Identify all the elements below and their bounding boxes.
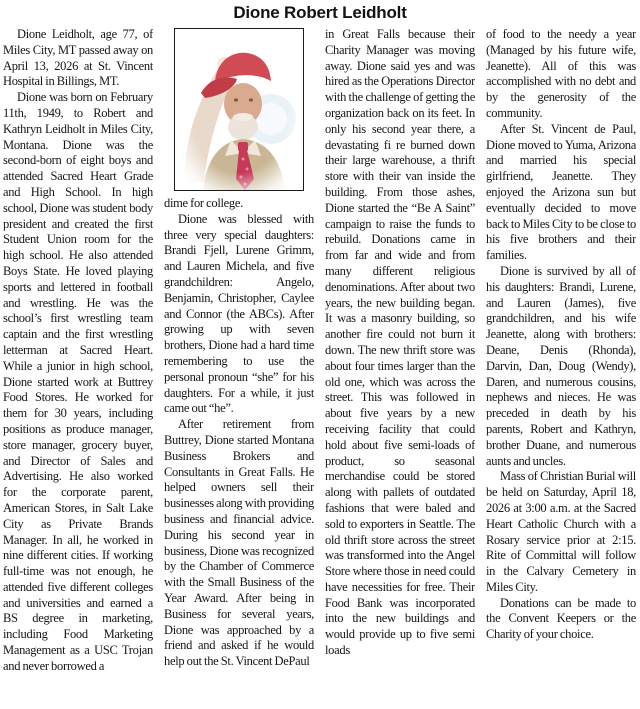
obituary-paragraph: Dione was blessed with three very special daughters: Brandi Fjell, Lurene Grimm, and Lauren Michela, and five grandchildren: Angelo, Benjamin, Christopher, Caylee and Connor (the ABCs). After growing up with seven brothers, Dione had a hard time remembering to use the personal pronoun “she” for his daughters. For a while, it just came out “he”. <box>164 211 314 416</box>
obituary-paragraph: of food to the needy a year (Managed by his future wife, Jeanette). All of this was accomplished with no debt and by the generosity of the community. <box>486 27 636 120</box>
obituary-paragraph: Mass of Christian Burial will be held on Saturday, April 18, 2026 at 3:00 a.m. at the Sacred Heart Catholic Church with a Rosary service prior at 2:15. Rite of Committal will follow in the Calvary Cemetery in Miles City. <box>486 469 636 594</box>
obituary-paragraph: Dione was born on February 11th, 1949, to Robert and Kathryn Leidholt in Miles City, Montana. Dione was the second-born of eight boys and attended Sacred Heart Grade and High School. In high school, Dione was student body president and created the first Student Union room for the high school. He also attended Boys State. He loved playing sports and lettered in football and wrestling. He was the school’s first wrestling team captain and the first wrestling letterman at Sacred Heart. While a junior in high school, Dione started work at Buttrey Food Stores. He worked for them for 30 years, including positions as produce manager, store manager, grocery buyer, and Director of Sales and Advertising. He also worked for the corporate parent, American Stores, in Salt Lake City as Private Brands Manager. In all, he worked in nine different cities. If working full-time was not enough, he attended five different colleges and universities and earned a BS degree in marketing, including Food Marketing Management as a USC Trojan and never borrowed a <box>3 90 153 673</box>
obituary-paragraph: After retirement from Buttrey, Dione started Montana Business Brokers and Consultants in Great Falls. He helped owners sell their businesses along with providing business and financial advice. During his second year in business, Dione was recognized by the Chamber of Commerce with the Small Business of the Year Award. After being in Business for several years, Dione was approached by a friend and asked if he would help out the St. Vincent DePaul <box>164 417 314 669</box>
obituary-title: Dione Robert Leidholt <box>233 3 407 22</box>
portrait-photo-illustration <box>175 29 303 190</box>
obituary-columns <box>0 24 640 707</box>
text-column-1 <box>3 27 153 707</box>
obituary-paragraph: dime for college. <box>164 196 243 210</box>
obituary-paragraph: Donations can be made to the Convent Keepers or the Charity of your choice. <box>486 595 636 642</box>
text-column-2 <box>164 27 314 707</box>
text-column-4 <box>486 27 636 707</box>
text-column-3 <box>325 27 475 707</box>
obituary-paragraph: in Great Falls because their Charity Manager was moving away. Dione said yes and was hired as the Operations Director with the challenge of getting the organization back on its feet. In only his second year there, a devastating fi re burned down their large warehouse, a thrift store with their van inside the building. From those ashes, Dione started the “Be A Saint” campaign to raise the funds to rebuild. Donations came in from far and wide and from many different religious denominations. After about two years, the new building began. It was a masonry building, so another fire could not burn it down. The new thrift store was about four times larger than the old one, which was across the street. This was followed in about five years by a new receiving facility that could hold about five semi-loads of product, so seasonal merchandise could be stored along with pallets of outdated fashions that were baled and sold to exporters in Seattle. The old thrift store across the street was transformed into the Angel Store where those in need could have necessities for free. Their Food Bank was incorporated into the new buildings and would provide up to five semi loads <box>325 27 475 658</box>
obituary-paragraph: Dione Leidholt, age 77, of Miles City, MT passed away on April 13, 2026 at St. Vincent Hospital in Billings, MT. <box>3 27 153 89</box>
obituary-paragraph: After St. Vincent de Paul, Dione moved to Yuma, Arizona and married his special girlfriend, Jeanette. They enjoyed the Arizona sun but eventually decided to move back to Miles City to be close to his five brothers and their families. <box>486 121 636 263</box>
obituary-paragraph: Dione is survived by all of his daughters: Brandi, Lurene, and Lauren (James), five grandchildren, and his wife Jeanette, along with brothers: Deane, Denis (Rhonda), Darvin, Dan, Doug (Wendy), Daren, and numerous cousins, nephews and nieces. He was preceded in death by his parents, Robert and Kathryn, brother Duane, and numerous aunts and uncles. <box>486 263 636 468</box>
photo-vignette <box>175 29 303 190</box>
portrait-photo <box>174 28 304 191</box>
